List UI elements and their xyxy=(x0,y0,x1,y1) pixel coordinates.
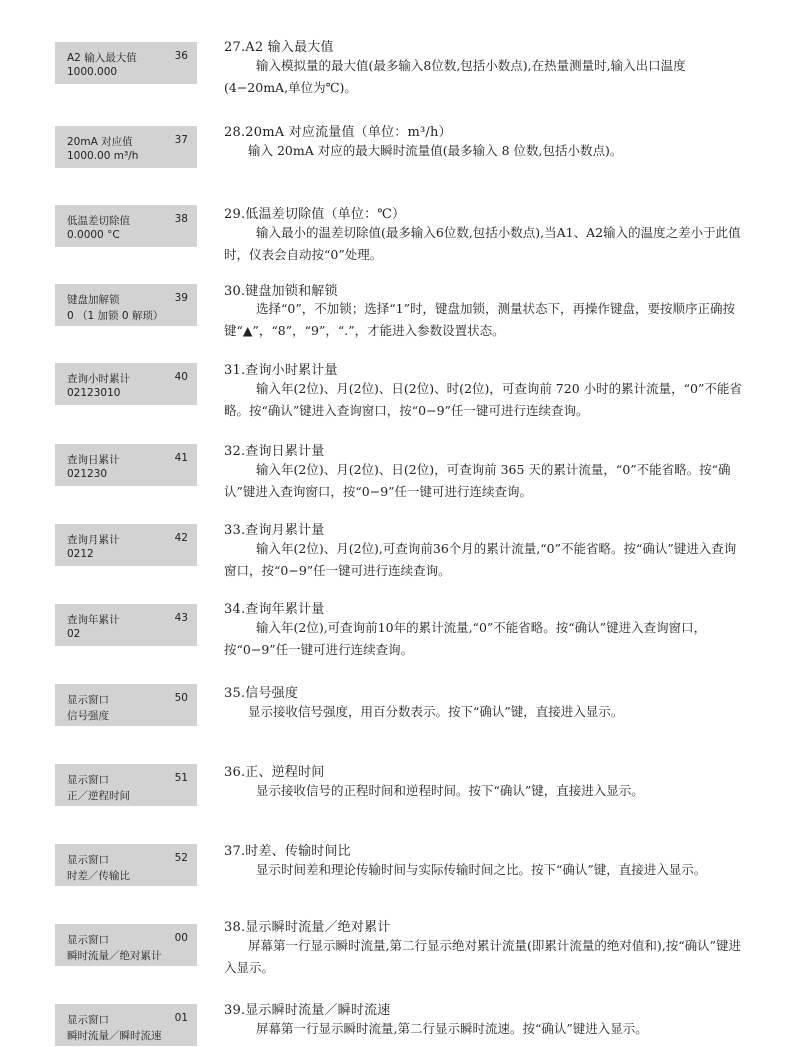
section-description xyxy=(224,222,748,266)
section-title: 28.20mA 对应流量值（单位：m³/h） xyxy=(224,125,452,140)
lcd-line-2: 0 （1 加锁 0 解琐） xyxy=(67,310,164,322)
section-description xyxy=(224,378,748,422)
lcd-menu-code: 38 xyxy=(174,213,188,225)
lcd-menu-code: 39 xyxy=(174,292,188,304)
section-title: 31.查询小时累计量 xyxy=(224,363,338,378)
section-description xyxy=(224,780,748,802)
section-description xyxy=(224,298,748,342)
lcd-display xyxy=(55,604,197,646)
section-description xyxy=(224,701,748,723)
lcd-menu-code: 40 xyxy=(174,371,188,383)
lcd-line-1: 20mA 对应值 xyxy=(67,136,133,148)
section-title: 33.查询月累计量 xyxy=(224,523,325,538)
lcd-line-1: 显示窗口 xyxy=(67,854,109,866)
lcd-display xyxy=(55,524,197,566)
section-title: 37.时差、传输时间比 xyxy=(224,844,351,859)
lcd-line-1: A2 输入最大值 xyxy=(67,52,137,64)
lcd-menu-code: 01 xyxy=(174,1012,188,1024)
description-text: 输入年(2位),可查询前10年的累计流量,“0”不能省略。按“确认”键进入查询窗口，按“0−9”任一键可进行连续查询。 xyxy=(224,620,707,657)
section-title: 34.查询年累计量 xyxy=(224,602,325,617)
lcd-display xyxy=(55,42,197,84)
lcd-line-2: 1000.000 xyxy=(67,66,118,78)
lcd-line-2: 021230 xyxy=(67,468,108,480)
lcd-menu-code: 36 xyxy=(174,50,188,62)
lcd-menu-code: 50 xyxy=(174,692,188,704)
lcd-line-1: 查询小时累计 xyxy=(67,373,130,385)
lcd-display xyxy=(55,844,197,886)
section-title: 30.键盘加锁和解锁 xyxy=(224,284,338,299)
section-description xyxy=(224,55,748,99)
section-description xyxy=(224,859,748,881)
description-text: 选择“0”，不加锁；选择“1”时，键盘加锁，测量状态下，再操作键盘，要按顺序正确按键“▲”，“8”，“9”，“.”，才能进入参数设置状态。 xyxy=(224,301,735,338)
section-title: 38.显示瞬时流量／绝对累计 xyxy=(224,920,391,935)
lcd-display xyxy=(55,924,197,966)
lcd-display xyxy=(55,284,197,326)
lcd-line-2: 0.0000 °C xyxy=(67,229,120,241)
lcd-display xyxy=(55,1004,197,1046)
lcd-line-2: 02 xyxy=(67,628,81,640)
section-title: 32.查询日累计量 xyxy=(224,444,325,459)
lcd-display xyxy=(55,764,197,806)
lcd-line-2: 正／逆程时间 xyxy=(67,790,130,802)
lcd-line-2: 信号强度 xyxy=(67,710,109,722)
lcd-display xyxy=(55,444,197,486)
section-title: 35.信号强度 xyxy=(224,686,299,701)
lcd-line-1: 显示窗口 xyxy=(67,694,109,706)
lcd-menu-code: 37 xyxy=(174,134,188,146)
description-text: 屏幕第一行显示瞬时流量,第二行显示瞬时流速。按“确认”键进入显示。 xyxy=(256,1021,648,1036)
lcd-line-1: 显示窗口 xyxy=(67,774,109,786)
section-title: 29.低温差切除值（单位：℃） xyxy=(224,207,406,222)
lcd-line-1: 显示窗口 xyxy=(67,1014,109,1026)
lcd-line-1: 键盘加解锁 xyxy=(67,294,120,306)
section-title: 36.正、逆程时间 xyxy=(224,765,325,780)
section-description xyxy=(224,1018,748,1040)
description-text: 输入模拟量的最大值(最多输入8位数,包括小数点),在热量测量时,输入出口温度(4−20mA,单位为℃)。 xyxy=(224,58,686,95)
description-text: 输入年(2位)、月(2位)、日(2位)、时(2位)，可查询前 720 小时的累计流量，“0”不能省略。按“确认”键进入查询窗口，按“0−9”任一键可进行连续查询。 xyxy=(224,381,742,418)
description-text: 屏幕第一行显示瞬时流量,第二行显示绝对累计流量(即累计流量的绝对值和),按“确认”键进入显示。 xyxy=(224,938,741,975)
section-description xyxy=(224,538,748,582)
lcd-display xyxy=(55,363,197,405)
description-text: 输入最小的温差切除值(最多输入6位数,包括小数点),当A1、A2输入的温度之差小于此值时，仪表会自动按“0”处理。 xyxy=(224,225,741,262)
section-description xyxy=(224,459,748,503)
lcd-menu-code: 52 xyxy=(174,852,188,864)
description-text: 输入年(2位)、月(2位),可查询前36个月的累计流量,“0”不能省略。按“确认”键进入查询窗口，按“0−9”任一键可进行连续查询。 xyxy=(224,541,737,578)
description-text: 显示时间差和理论传输时间与实际传输时间之比。按下“确认”键，直接进入显示。 xyxy=(256,862,707,877)
lcd-line-2: 1000.00 m³/h xyxy=(67,150,139,162)
section-title: 27.A2 输入最大值 xyxy=(224,40,334,55)
lcd-line-2: 02123010 xyxy=(67,387,121,399)
description-text: 显示接收信号的正程时间和逆程时间。按下“确认”键，直接进入显示。 xyxy=(256,783,644,798)
lcd-line-1: 低温差切除值 xyxy=(67,215,130,227)
lcd-display xyxy=(55,126,197,168)
section-description xyxy=(224,935,748,979)
lcd-line-1: 查询月累计 xyxy=(67,534,120,546)
lcd-menu-code: 51 xyxy=(174,772,188,784)
lcd-display xyxy=(55,684,197,726)
lcd-menu-code: 43 xyxy=(174,612,188,624)
lcd-line-2: 瞬时流量／瞬时流速 xyxy=(67,1030,162,1042)
lcd-menu-code: 41 xyxy=(174,452,188,464)
lcd-line-2: 0212 xyxy=(67,548,94,560)
lcd-menu-code: 42 xyxy=(174,532,188,544)
section-title: 39.显示瞬时流量／瞬时流速 xyxy=(224,1003,391,1018)
lcd-line-2: 时差／传输比 xyxy=(67,870,130,882)
lcd-line-1: 显示窗口 xyxy=(67,934,109,946)
section-description xyxy=(224,617,748,661)
lcd-line-1: 查询日累计 xyxy=(67,454,120,466)
description-text: 输入 20mA 对应的最大瞬时流量值(最多输入 8 位数,包括小数点)。 xyxy=(248,143,623,158)
lcd-line-2: 瞬时流量／绝对累计 xyxy=(67,950,162,962)
lcd-line-1: 查询年累计 xyxy=(67,614,120,626)
description-text: 输入年(2位)、月(2位)、日(2位)，可查询前 365 天的累计流量，“0”不能省略。按“确认”键进入查询窗口，按“0−9”任一键可进行连续查询。 xyxy=(224,462,731,499)
lcd-menu-code: 00 xyxy=(174,932,188,944)
description-text: 显示接收信号强度，用百分数表示。按下“确认”键，直接进入显示。 xyxy=(248,704,624,719)
lcd-display xyxy=(55,205,197,247)
section-description xyxy=(224,140,748,162)
